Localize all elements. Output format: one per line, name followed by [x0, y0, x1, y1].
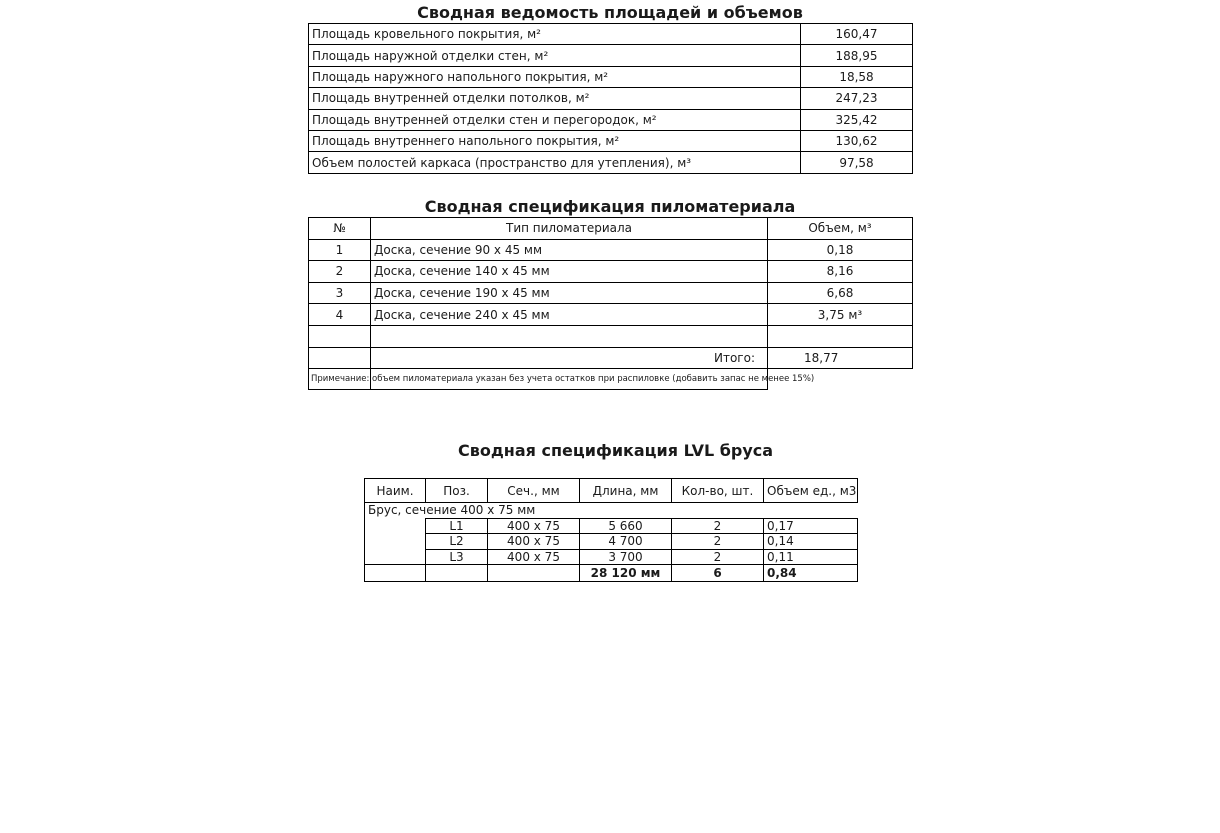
table-row: [365, 534, 858, 550]
col-header-qty: Кол-во, шт.: [672, 479, 764, 503]
group-label: Брус, сечение 400 х 75 мм: [365, 503, 858, 519]
area-value: 160,47: [801, 24, 913, 45]
note-row: [309, 369, 913, 390]
row-volume: 6,68: [768, 282, 913, 304]
table-row: [309, 88, 913, 109]
row-type: Доска, сечение 140 х 45 мм: [371, 261, 768, 283]
col-header-vol: Объем ед., м3: [764, 479, 858, 503]
table-row: [309, 239, 913, 261]
area-value: 247,23: [801, 88, 913, 109]
table-row: [309, 282, 913, 304]
area-label: Площадь кровельного покрытия, м²: [309, 24, 801, 45]
row-section: 400 х 75: [488, 518, 580, 534]
area-value: 325,42: [801, 109, 913, 130]
area-label: Площадь внутренней отделки стен и перегородок, м²: [309, 109, 801, 130]
row-length: 4 700: [580, 534, 672, 550]
table-row: [309, 24, 913, 45]
table-row: [365, 549, 858, 565]
row-pos: L1: [426, 518, 488, 534]
col-header-pos: Поз.: [426, 479, 488, 503]
row-pos: L2: [426, 534, 488, 550]
total-value: 18,77: [768, 347, 913, 369]
lumber-table: [308, 217, 913, 390]
area-label: Площадь наружной отделки стен, м²: [309, 45, 801, 66]
note-label: Примечание:: [309, 369, 371, 390]
table-header-row: [365, 479, 858, 503]
row-num: 2: [309, 261, 371, 283]
row-num: 1: [309, 239, 371, 261]
row-vol: 0,11: [764, 549, 858, 565]
row-qty: 2: [672, 518, 764, 534]
table-row: [309, 130, 913, 151]
areas-title: Сводная ведомость площадей и объемов: [417, 3, 803, 22]
row-qty: 2: [672, 534, 764, 550]
lvl-table: [364, 478, 858, 582]
row-type: Доска, сечение 240 х 45 мм: [371, 304, 768, 326]
row-qty: 2: [672, 549, 764, 565]
total-vol: 0,84: [764, 565, 858, 582]
row-volume: 8,16: [768, 261, 913, 283]
total-row: [365, 565, 858, 582]
row-type: Доска, сечение 190 х 45 мм: [371, 282, 768, 304]
area-value: 188,95: [801, 45, 913, 66]
row-vol: 0,14: [764, 534, 858, 550]
area-value: 97,58: [801, 152, 913, 173]
row-length: 3 700: [580, 549, 672, 565]
empty-row: [309, 325, 913, 347]
col-header-name: Наим.: [365, 479, 426, 503]
total-row: [309, 347, 913, 369]
area-label: Площадь наружного напольного покрытия, м²: [309, 66, 801, 87]
table-row: [309, 45, 913, 66]
group-row: [365, 503, 858, 519]
area-label: Площадь внутренней отделки потолков, м²: [309, 88, 801, 109]
table-row: [365, 518, 858, 534]
row-volume: 3,75 м³: [768, 304, 913, 326]
row-num: 4: [309, 304, 371, 326]
col-header-section: Сеч., мм: [488, 479, 580, 503]
area-value: 18,58: [801, 66, 913, 87]
table-row: [309, 152, 913, 173]
table-row: [309, 261, 913, 283]
col-header-volume: Объем, м³: [768, 218, 913, 240]
lumber-title: Сводная спецификация пиломатериала: [424, 197, 796, 216]
row-section: 400 х 75: [488, 534, 580, 550]
areas-table: [308, 23, 913, 174]
row-type: Доска, сечение 90 х 45 мм: [371, 239, 768, 261]
col-header-length: Длина, мм: [580, 479, 672, 503]
table-header-row: [309, 218, 913, 240]
area-label: Объем полостей каркаса (пространство для утепления), м³: [309, 152, 801, 173]
area-value: 130,62: [801, 130, 913, 151]
total-qty: 6: [672, 565, 764, 582]
row-length: 5 660: [580, 518, 672, 534]
lvl-title: Сводная спецификация LVL бруса: [458, 441, 774, 460]
row-vol: 0,17: [764, 518, 858, 534]
table-row: [309, 304, 913, 326]
row-pos: L3: [426, 549, 488, 565]
table-row: [309, 109, 913, 130]
total-length: 28 120 мм: [580, 565, 672, 582]
col-header-type: Тип пиломатериала: [371, 218, 768, 240]
row-num: 3: [309, 282, 371, 304]
row-volume: 0,18: [768, 239, 913, 261]
area-label: Площадь внутреннего напольного покрытия, м²: [309, 130, 801, 151]
row-section: 400 х 75: [488, 549, 580, 565]
total-label: Итого:: [371, 347, 768, 369]
note-text: объем пиломатериала указан без учета остатков при распиловке (добавить запас не менее 15%): [371, 369, 768, 390]
col-header-num: №: [309, 218, 371, 240]
table-row: [309, 66, 913, 87]
